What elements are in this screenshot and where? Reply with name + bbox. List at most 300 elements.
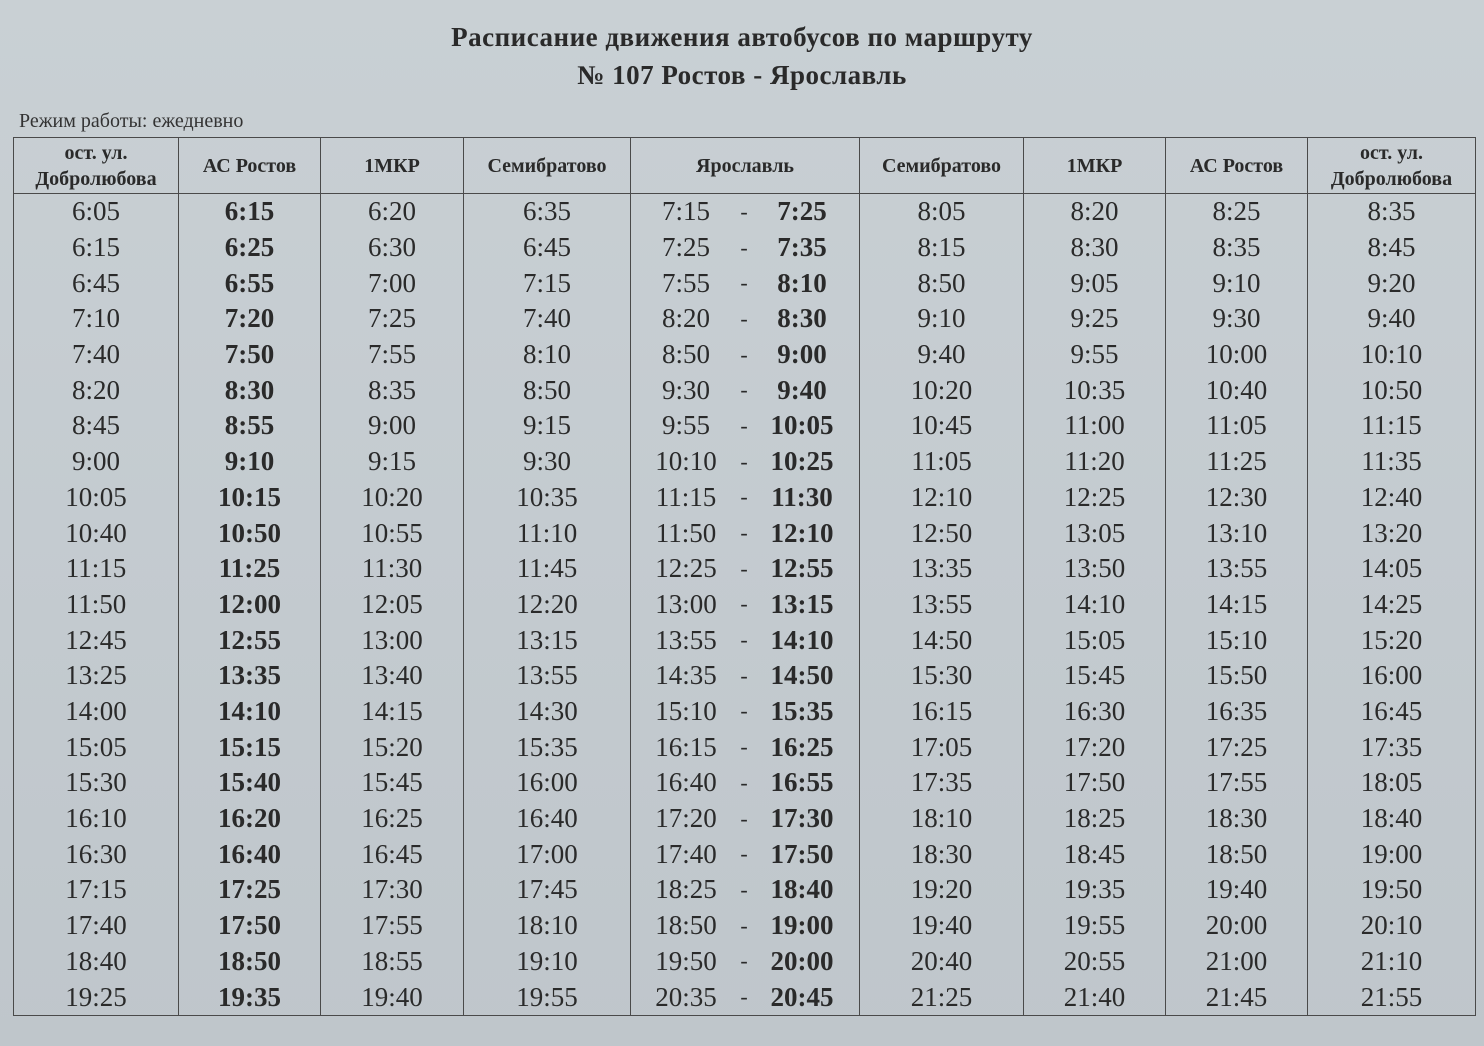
cell-semibratovo-depart: 17:45 — [464, 872, 631, 908]
cell-as-rostov-return: 13:55 — [1166, 551, 1308, 587]
yaroslavl-departure-time: 16:25 — [770, 731, 834, 762]
cell-1mkr-depart: 14:15 — [321, 694, 464, 730]
cell-1mkr-return: 9:25 — [1024, 301, 1166, 337]
cell-as-rostov-depart: 11:25 — [179, 551, 321, 587]
cell-as-rostov-depart: 7:20 — [179, 301, 321, 337]
cell-1mkr-return: 17:20 — [1024, 729, 1166, 765]
cell-semibratovo-depart: 8:50 — [464, 372, 631, 408]
time-range-dash: - — [740, 448, 748, 474]
cell-1mkr-return: 17:50 — [1024, 765, 1166, 801]
header-semibratovo-return: Семибратово — [860, 138, 1024, 194]
yaroslavl-arrival-time: 12:25 — [655, 553, 717, 584]
cell-as-rostov-return: 16:35 — [1166, 694, 1308, 730]
cell-as-rostov-depart: 6:25 — [179, 230, 321, 266]
table-row — [14, 694, 1476, 730]
header-1mkr-start: 1МКР — [321, 138, 464, 194]
cell-1mkr-depart: 13:00 — [321, 622, 464, 658]
cell-1mkr-return: 19:55 — [1024, 908, 1166, 944]
yaroslavl-departure-time: 7:25 — [777, 196, 827, 227]
table-row — [14, 337, 1476, 373]
cell-semibratovo-return: 10:45 — [860, 408, 1024, 444]
cell-1mkr-return: 8:20 — [1024, 194, 1166, 230]
cell-dobrolyubova-return: 10:50 — [1308, 372, 1476, 408]
cell-as-rostov-depart: 10:50 — [179, 515, 321, 551]
cell-1mkr-depart: 7:55 — [321, 337, 464, 373]
cell-dobrolyubova-depart: 17:40 — [14, 908, 179, 944]
cell-dobrolyubova-return: 19:00 — [1308, 836, 1476, 872]
cell-as-rostov-return: 19:40 — [1166, 872, 1308, 908]
cell-as-rostov-depart: 17:50 — [179, 908, 321, 944]
table-row — [14, 658, 1476, 694]
time-range-dash: - — [740, 555, 748, 581]
schedule-body — [14, 194, 1476, 1016]
cell-dobrolyubova-return: 14:05 — [1308, 551, 1476, 587]
time-range-dash: - — [740, 841, 748, 867]
cell-1mkr-depart: 12:05 — [321, 587, 464, 623]
cell-yaroslavl — [631, 658, 860, 694]
table-row — [14, 408, 1476, 444]
cell-as-rostov-depart: 15:40 — [179, 765, 321, 801]
cell-yaroslavl — [631, 587, 860, 623]
cell-dobrolyubova-depart: 8:20 — [14, 372, 179, 408]
cell-semibratovo-return: 18:10 — [860, 801, 1024, 837]
cell-1mkr-depart: 15:45 — [321, 765, 464, 801]
time-range-dash: - — [740, 591, 748, 617]
operating-mode-label: Режим работы: ежедневно — [19, 110, 244, 132]
header-1mkr-return: 1МКР — [1024, 138, 1166, 194]
cell-dobrolyubova-depart: 7:10 — [14, 301, 179, 337]
cell-semibratovo-return: 12:50 — [860, 515, 1024, 551]
cell-as-rostov-return: 11:05 — [1166, 408, 1308, 444]
time-range-dash: - — [740, 377, 748, 403]
cell-yaroslavl — [631, 979, 860, 1015]
yaroslavl-arrival-time: 20:35 — [655, 981, 717, 1012]
cell-dobrolyubova-depart: 16:30 — [14, 836, 179, 872]
cell-yaroslavl — [631, 444, 860, 480]
table-row — [14, 908, 1476, 944]
table-row — [14, 943, 1476, 979]
cell-semibratovo-depart: 7:40 — [464, 301, 631, 337]
cell-1mkr-depart: 15:20 — [321, 729, 464, 765]
cell-semibratovo-return: 11:05 — [860, 444, 1024, 480]
cell-dobrolyubova-return: 21:55 — [1308, 979, 1476, 1015]
yaroslavl-departure-time: 9:40 — [777, 374, 827, 405]
time-range-dash: - — [740, 876, 748, 902]
yaroslavl-departure-time: 14:10 — [770, 624, 834, 655]
cell-dobrolyubova-depart: 11:15 — [14, 551, 179, 587]
cell-dobrolyubova-return: 14:25 — [1308, 587, 1476, 623]
table-row — [14, 872, 1476, 908]
cell-1mkr-depart: 7:00 — [321, 265, 464, 301]
yaroslavl-arrival-time: 9:55 — [661, 410, 710, 441]
cell-1mkr-depart: 16:25 — [321, 801, 464, 837]
cell-semibratovo-depart: 9:15 — [464, 408, 631, 444]
cell-yaroslavl — [631, 194, 860, 230]
cell-semibratovo-depart: 10:35 — [464, 480, 631, 516]
cell-1mkr-depart: 7:25 — [321, 301, 464, 337]
cell-dobrolyubova-depart: 16:10 — [14, 801, 179, 837]
cell-1mkr-return: 15:05 — [1024, 622, 1166, 658]
cell-dobrolyubova-depart: 6:45 — [14, 265, 179, 301]
cell-semibratovo-depart: 19:55 — [464, 979, 631, 1015]
cell-semibratovo-depart: 16:00 — [464, 765, 631, 801]
cell-dobrolyubova-depart: 8:45 — [14, 408, 179, 444]
cell-yaroslavl — [631, 301, 860, 337]
cell-semibratovo-depart: 16:40 — [464, 801, 631, 837]
yaroslavl-departure-time: 10:25 — [770, 446, 834, 477]
cell-1mkr-return: 18:25 — [1024, 801, 1166, 837]
cell-yaroslavl — [631, 230, 860, 266]
cell-yaroslavl — [631, 408, 860, 444]
cell-as-rostov-depart: 13:35 — [179, 658, 321, 694]
yaroslavl-departure-time: 12:10 — [770, 517, 834, 548]
cell-yaroslavl — [631, 801, 860, 837]
cell-as-rostov-depart: 16:40 — [179, 836, 321, 872]
cell-semibratovo-return: 18:30 — [860, 836, 1024, 872]
cell-semibratovo-depart: 14:30 — [464, 694, 631, 730]
cell-semibratovo-return: 9:40 — [860, 337, 1024, 373]
cell-dobrolyubova-return: 20:10 — [1308, 908, 1476, 944]
schedule-title-line1: Расписание движения автобусов по маршруту — [451, 22, 1033, 52]
cell-semibratovo-depart: 6:35 — [464, 194, 631, 230]
cell-dobrolyubova-return: 9:40 — [1308, 301, 1476, 337]
yaroslavl-departure-time: 10:05 — [770, 410, 834, 441]
cell-semibratovo-depart: 6:45 — [464, 230, 631, 266]
header-semibratovo-start: Семибратово — [464, 138, 631, 194]
cell-semibratovo-return: 19:20 — [860, 872, 1024, 908]
cell-dobrolyubova-return: 8:35 — [1308, 194, 1476, 230]
cell-1mkr-return: 20:55 — [1024, 943, 1166, 979]
yaroslavl-departure-time: 9:00 — [777, 339, 827, 370]
table-row — [14, 265, 1476, 301]
cell-as-rostov-return: 9:30 — [1166, 301, 1308, 337]
cell-dobrolyubova-return: 15:20 — [1308, 622, 1476, 658]
table-row — [14, 551, 1476, 587]
header-yaroslavl: Ярославль — [631, 138, 860, 194]
yaroslavl-departure-time: 7:35 — [777, 232, 827, 263]
cell-yaroslavl — [631, 480, 860, 516]
cell-as-rostov-depart: 7:50 — [179, 337, 321, 373]
cell-dobrolyubova-return: 9:20 — [1308, 265, 1476, 301]
cell-1mkr-return: 19:35 — [1024, 872, 1166, 908]
cell-dobrolyubova-return: 21:10 — [1308, 943, 1476, 979]
header-dobrolyubova-start: ост. ул. Добролюбова — [14, 138, 179, 194]
cell-dobrolyubova-return: 16:45 — [1308, 694, 1476, 730]
yaroslavl-arrival-time: 13:00 — [655, 588, 717, 619]
cell-semibratovo-return: 8:05 — [860, 194, 1024, 230]
cell-dobrolyubova-depart: 10:05 — [14, 480, 179, 516]
cell-as-rostov-depart: 6:55 — [179, 265, 321, 301]
cell-yaroslavl — [631, 622, 860, 658]
yaroslavl-arrival-time: 11:50 — [655, 517, 717, 548]
cell-dobrolyubova-depart: 17:15 — [14, 872, 179, 908]
cell-1mkr-return: 13:05 — [1024, 515, 1166, 551]
cell-as-rostov-return: 13:10 — [1166, 515, 1308, 551]
cell-as-rostov-depart: 9:10 — [179, 444, 321, 480]
cell-1mkr-return: 14:10 — [1024, 587, 1166, 623]
time-range-dash: - — [740, 198, 748, 224]
cell-as-rostov-depart: 10:15 — [179, 480, 321, 516]
cell-semibratovo-return: 10:20 — [860, 372, 1024, 408]
cell-dobrolyubova-depart: 13:25 — [14, 658, 179, 694]
time-range-dash: - — [740, 412, 748, 438]
table-row — [14, 230, 1476, 266]
time-range-dash: - — [740, 698, 748, 724]
cell-as-rostov-return: 15:10 — [1166, 622, 1308, 658]
table-row — [14, 765, 1476, 801]
cell-1mkr-depart: 11:30 — [321, 551, 464, 587]
yaroslavl-departure-time: 17:30 — [770, 803, 834, 834]
cell-dobrolyubova-depart: 12:45 — [14, 622, 179, 658]
yaroslavl-departure-time: 8:30 — [777, 303, 827, 334]
yaroslavl-arrival-time: 15:10 — [655, 695, 717, 726]
yaroslavl-departure-time: 20:00 — [770, 945, 834, 976]
yaroslavl-departure-time: 8:10 — [777, 267, 827, 298]
cell-1mkr-depart: 6:30 — [321, 230, 464, 266]
header-dobrolyubova-return: ост. ул. Добролюбова — [1308, 138, 1476, 194]
cell-1mkr-depart: 9:00 — [321, 408, 464, 444]
cell-as-rostov-depart: 16:20 — [179, 801, 321, 837]
cell-dobrolyubova-depart: 6:05 — [14, 194, 179, 230]
time-range-dash: - — [740, 912, 748, 938]
cell-as-rostov-return: 8:35 — [1166, 230, 1308, 266]
cell-dobrolyubova-return: 19:50 — [1308, 872, 1476, 908]
cell-dobrolyubova-depart: 11:50 — [14, 587, 179, 623]
cell-semibratovo-depart: 13:15 — [464, 622, 631, 658]
cell-as-rostov-return: 10:00 — [1166, 337, 1308, 373]
yaroslavl-arrival-time: 7:15 — [661, 196, 710, 227]
table-row — [14, 194, 1476, 230]
cell-1mkr-depart: 8:35 — [321, 372, 464, 408]
cell-dobrolyubova-depart: 15:05 — [14, 729, 179, 765]
yaroslavl-arrival-time: 9:30 — [661, 374, 710, 405]
time-range-dash: - — [740, 520, 748, 546]
yaroslavl-departure-time: 17:50 — [770, 838, 834, 869]
cell-yaroslavl — [631, 872, 860, 908]
cell-semibratovo-return: 19:40 — [860, 908, 1024, 944]
time-range-dash: - — [740, 627, 748, 653]
cell-as-rostov-depart: 15:15 — [179, 729, 321, 765]
header-as-rostov-return: АС Ростов — [1166, 138, 1308, 194]
table-row — [14, 836, 1476, 872]
cell-1mkr-depart: 9:15 — [321, 444, 464, 480]
cell-semibratovo-depart: 11:10 — [464, 515, 631, 551]
yaroslavl-arrival-time: 16:40 — [655, 767, 717, 798]
cell-dobrolyubova-depart: 9:00 — [14, 444, 179, 480]
time-range-dash: - — [740, 305, 748, 331]
cell-dobrolyubova-depart: 7:40 — [14, 337, 179, 373]
cell-yaroslavl — [631, 372, 860, 408]
yaroslavl-arrival-time: 7:25 — [661, 232, 710, 263]
cell-yaroslavl — [631, 765, 860, 801]
cell-semibratovo-depart: 9:30 — [464, 444, 631, 480]
cell-1mkr-depart: 16:45 — [321, 836, 464, 872]
cell-1mkr-depart: 13:40 — [321, 658, 464, 694]
yaroslavl-arrival-time: 19:50 — [655, 945, 717, 976]
cell-as-rostov-return: 9:10 — [1166, 265, 1308, 301]
cell-dobrolyubova-depart: 14:00 — [14, 694, 179, 730]
time-range-dash: - — [740, 484, 748, 510]
cell-as-rostov-return: 10:40 — [1166, 372, 1308, 408]
cell-semibratovo-return: 8:50 — [860, 265, 1024, 301]
yaroslavl-arrival-time: 8:20 — [661, 303, 710, 334]
time-range-dash: - — [740, 769, 748, 795]
cell-yaroslavl — [631, 836, 860, 872]
yaroslavl-departure-time: 20:45 — [770, 981, 834, 1012]
cell-semibratovo-return: 20:40 — [860, 943, 1024, 979]
cell-semibratovo-return: 8:15 — [860, 230, 1024, 266]
time-range-dash: - — [740, 734, 748, 760]
table-row — [14, 587, 1476, 623]
yaroslavl-departure-time: 13:15 — [770, 588, 834, 619]
cell-semibratovo-return: 13:35 — [860, 551, 1024, 587]
cell-semibratovo-return: 17:05 — [860, 729, 1024, 765]
cell-yaroslavl — [631, 337, 860, 373]
schedule-title-line2: № 107 Ростов - Ярославль — [577, 60, 907, 90]
yaroslavl-arrival-time: 7:55 — [661, 267, 710, 298]
cell-dobrolyubova-return: 11:35 — [1308, 444, 1476, 480]
yaroslavl-departure-time: 12:55 — [770, 553, 834, 584]
yaroslavl-arrival-time: 16:15 — [655, 731, 717, 762]
cell-yaroslavl — [631, 943, 860, 979]
cell-1mkr-return: 9:55 — [1024, 337, 1166, 373]
cell-dobrolyubova-depart: 6:15 — [14, 230, 179, 266]
cell-1mkr-depart: 10:55 — [321, 515, 464, 551]
time-range-dash: - — [740, 805, 748, 831]
table-row — [14, 444, 1476, 480]
time-range-dash: - — [740, 234, 748, 260]
yaroslavl-departure-time: 19:00 — [770, 910, 834, 941]
yaroslavl-arrival-time: 18:50 — [655, 910, 717, 941]
yaroslavl-arrival-time: 8:50 — [661, 339, 710, 370]
cell-semibratovo-depart: 15:35 — [464, 729, 631, 765]
cell-dobrolyubova-return: 16:00 — [1308, 658, 1476, 694]
yaroslavl-arrival-time: 14:35 — [655, 660, 717, 691]
cell-1mkr-return: 9:05 — [1024, 265, 1166, 301]
cell-1mkr-return: 12:25 — [1024, 480, 1166, 516]
table-row — [14, 979, 1476, 1015]
cell-1mkr-depart: 17:30 — [321, 872, 464, 908]
cell-dobrolyubova-depart: 19:25 — [14, 979, 179, 1015]
yaroslavl-departure-time: 15:35 — [770, 695, 834, 726]
schedule-title — [0, 18, 1484, 94]
cell-as-rostov-depart: 8:55 — [179, 408, 321, 444]
cell-semibratovo-return: 16:15 — [860, 694, 1024, 730]
yaroslavl-departure-time: 14:50 — [770, 660, 834, 691]
cell-semibratovo-return: 9:10 — [860, 301, 1024, 337]
cell-semibratovo-depart: 13:55 — [464, 658, 631, 694]
cell-1mkr-depart: 18:55 — [321, 943, 464, 979]
yaroslavl-departure-time: 18:40 — [770, 874, 834, 905]
yaroslavl-arrival-time: 17:40 — [655, 838, 717, 869]
cell-semibratovo-depart: 11:45 — [464, 551, 631, 587]
time-range-dash: - — [740, 948, 748, 974]
time-range-dash: - — [740, 341, 748, 367]
cell-dobrolyubova-return: 17:35 — [1308, 729, 1476, 765]
time-range-dash: - — [740, 270, 748, 296]
cell-dobrolyubova-return: 18:05 — [1308, 765, 1476, 801]
cell-semibratovo-return: 17:35 — [860, 765, 1024, 801]
cell-1mkr-return: 18:45 — [1024, 836, 1166, 872]
cell-yaroslavl — [631, 515, 860, 551]
cell-semibratovo-depart: 8:10 — [464, 337, 631, 373]
table-row — [14, 622, 1476, 658]
cell-semibratovo-depart: 19:10 — [464, 943, 631, 979]
cell-1mkr-return: 21:40 — [1024, 979, 1166, 1015]
cell-semibratovo-return: 13:55 — [860, 587, 1024, 623]
cell-yaroslavl — [631, 551, 860, 587]
cell-1mkr-return: 11:20 — [1024, 444, 1166, 480]
table-row — [14, 372, 1476, 408]
cell-as-rostov-return: 21:00 — [1166, 943, 1308, 979]
cell-as-rostov-return: 17:25 — [1166, 729, 1308, 765]
cell-semibratovo-return: 21:25 — [860, 979, 1024, 1015]
cell-as-rostov-depart: 17:25 — [179, 872, 321, 908]
cell-semibratovo-depart: 17:00 — [464, 836, 631, 872]
cell-yaroslavl — [631, 265, 860, 301]
cell-dobrolyubova-depart: 15:30 — [14, 765, 179, 801]
cell-1mkr-depart: 17:55 — [321, 908, 464, 944]
yaroslavl-arrival-time: 10:10 — [655, 446, 717, 477]
cell-semibratovo-depart: 18:10 — [464, 908, 631, 944]
cell-1mkr-return: 11:00 — [1024, 408, 1166, 444]
cell-as-rostov-return: 11:25 — [1166, 444, 1308, 480]
cell-dobrolyubova-return: 13:20 — [1308, 515, 1476, 551]
yaroslavl-arrival-time: 17:20 — [655, 803, 717, 834]
cell-as-rostov-depart: 8:30 — [179, 372, 321, 408]
cell-1mkr-return: 16:30 — [1024, 694, 1166, 730]
cell-dobrolyubova-depart: 10:40 — [14, 515, 179, 551]
table-row — [14, 480, 1476, 516]
cell-as-rostov-return: 18:50 — [1166, 836, 1308, 872]
cell-as-rostov-depart: 14:10 — [179, 694, 321, 730]
cell-1mkr-depart: 19:40 — [321, 979, 464, 1015]
cell-dobrolyubova-return: 12:40 — [1308, 480, 1476, 516]
cell-dobrolyubova-return: 10:10 — [1308, 337, 1476, 373]
cell-as-rostov-return: 14:15 — [1166, 587, 1308, 623]
cell-as-rostov-depart: 12:00 — [179, 587, 321, 623]
cell-1mkr-return: 10:35 — [1024, 372, 1166, 408]
schedule-table — [13, 137, 1476, 1016]
cell-yaroslavl — [631, 729, 860, 765]
cell-semibratovo-depart: 12:20 — [464, 587, 631, 623]
cell-as-rostov-return: 12:30 — [1166, 480, 1308, 516]
cell-semibratovo-return: 15:30 — [860, 658, 1024, 694]
cell-dobrolyubova-depart: 18:40 — [14, 943, 179, 979]
cell-dobrolyubova-return: 11:15 — [1308, 408, 1476, 444]
cell-yaroslavl — [631, 908, 860, 944]
cell-as-rostov-return: 8:25 — [1166, 194, 1308, 230]
cell-as-rostov-return: 20:00 — [1166, 908, 1308, 944]
cell-as-rostov-return: 15:50 — [1166, 658, 1308, 694]
cell-1mkr-depart: 6:20 — [321, 194, 464, 230]
cell-as-rostov-depart: 12:55 — [179, 622, 321, 658]
cell-1mkr-depart: 10:20 — [321, 480, 464, 516]
cell-as-rostov-return: 18:30 — [1166, 801, 1308, 837]
cell-as-rostov-return: 21:45 — [1166, 979, 1308, 1015]
cell-semibratovo-depart: 7:15 — [464, 265, 631, 301]
yaroslavl-arrival-time: 11:15 — [655, 481, 717, 512]
cell-dobrolyubova-return: 18:40 — [1308, 801, 1476, 837]
table-row — [14, 301, 1476, 337]
cell-1mkr-return: 13:50 — [1024, 551, 1166, 587]
cell-semibratovo-return: 12:10 — [860, 480, 1024, 516]
header-as-rostov-start: АС Ростов — [179, 138, 321, 194]
schedule-header-row — [14, 138, 1476, 194]
time-range-dash: - — [740, 662, 748, 688]
cell-as-rostov-depart: 19:35 — [179, 979, 321, 1015]
cell-semibratovo-return: 14:50 — [860, 622, 1024, 658]
